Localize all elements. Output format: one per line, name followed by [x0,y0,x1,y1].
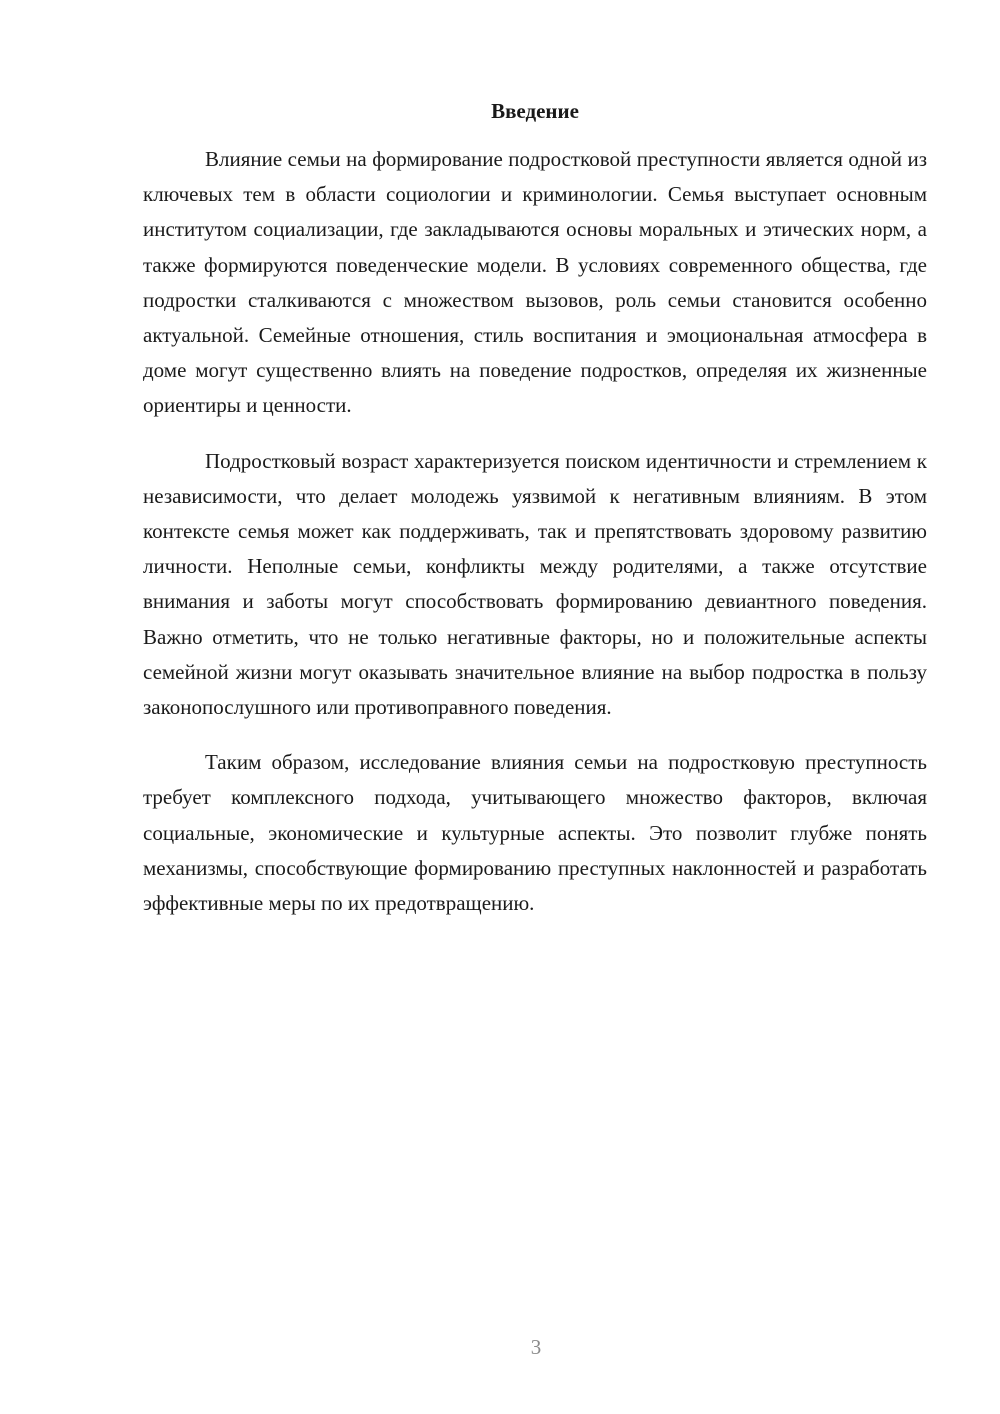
section-heading: Введение [491,99,579,123]
paragraph-2: Подростковый возраст характеризуется поиском идентичности и стремлением к независимости, что делает молодежь уязвимой к негативным влияниям. В этом контексте семья может как поддерживать, так и препятствовать здоровому развитию личности. Неполные семьи, конфликты между родителями, а также отсутствие внимания и заботы могут способствовать формированию девиантного поведения. Важно отметить, что не только негативные факторы, но и положительные аспекты семейной жизни могут оказывать значительное влияние на выбор подростка в пользу законопослушного или противоправного поведения. [143,448,927,720]
body-text [143,142,927,941]
paragraph-3: Таким образом, исследование влияния семьи на подростковую преступность требует комплексного подхода, учитывающего множество факторов, включая социальные, экономические и культурные аспекты. Это позволит глубже понять механизмы, способствующие формированию преступных наклонностей и разработать эффективные меры по их предотвращению. [143,750,927,916]
page-number: 3 [530,1335,542,1359]
paragraph-1: Влияние семьи на формирование подростковой преступности является одной из ключевых тем в области социологии и криминологии. Семья выступает основным институтом социализации, где закладываются основы моральных и этических норм, а также формируются поведенческие модели. В условиях современного общества, где подростки сталкиваются с множеством вызовов, роль семьи становится особенно актуальной. Семейные отношения, стиль воспитания и эмоциональная атмосфера в доме могут существенно влиять на поведение подростков, определяя их жизненные ориентиры и ценности. [143,147,927,418]
